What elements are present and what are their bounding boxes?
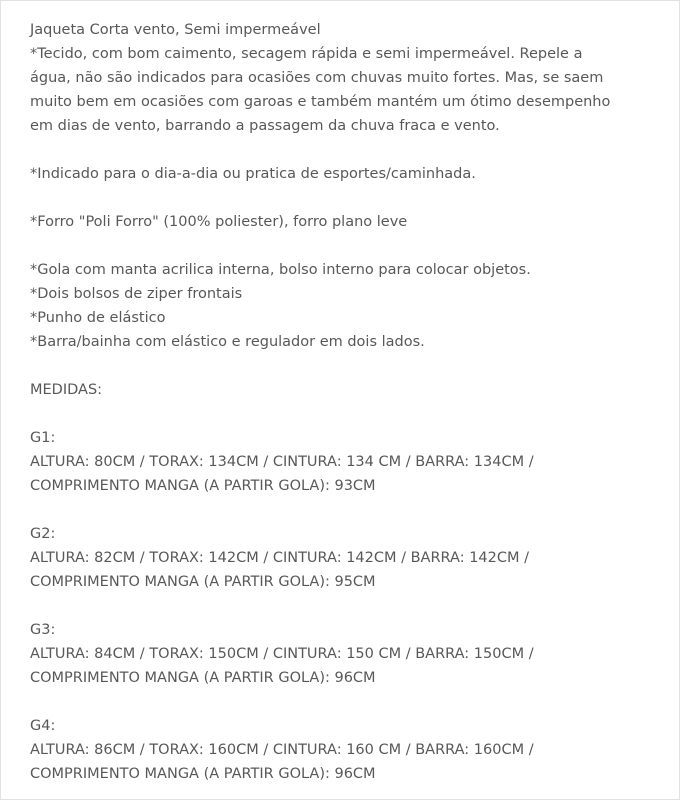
- intro-line: muito bem em ocasiões com garoas e também mantém um ótimo desempenho: [30, 94, 611, 110]
- size-sleeve: COMPRIMENTO MANGA (A PARTIR GOLA): 96CM: [30, 766, 376, 782]
- size-sleeve: COMPRIMENTO MANGA (A PARTIR GOLA): 93CM: [30, 478, 376, 494]
- feature-line: *Gola com manta acrilica interna, bolso interno para colocar objetos.: [30, 262, 531, 278]
- spacer: [30, 234, 670, 258]
- intro-line: em dias de vento, barrando a passagem da chuva fraca e vento.: [30, 118, 500, 134]
- feature-line: *Barra/bainha com elástico e regulador em dois lados.: [30, 334, 425, 350]
- intro-line: *Tecido, com bom caimento, secagem rápida e semi impermeável. Repele a: [30, 46, 583, 62]
- feature-line: *Dois bolsos de ziper frontais: [30, 286, 243, 302]
- size-label: G1:: [30, 430, 56, 446]
- size-measures: ALTURA: 80CM / TORAX: 134CM / CINTURA: 134 CM / BARRA: 134CM /: [30, 454, 534, 470]
- size-sleeve: COMPRIMENTO MANGA (A PARTIR GOLA): 96CM: [30, 670, 376, 686]
- spacer: [30, 594, 670, 618]
- intro-line: água, não são indicados para ocasiões com chuvas muito fortes. Mas, se saem: [30, 70, 604, 86]
- size-label: G4:: [30, 718, 56, 734]
- product-title: Jaqueta Corta vento, Semi impermeável: [30, 22, 321, 38]
- measurements-heading: MEDIDAS:: [30, 382, 103, 398]
- usage-line: *Indicado para o dia-a-dia ou pratica de esportes/caminhada.: [30, 166, 476, 182]
- feature-line: *Punho de elástico: [30, 310, 166, 326]
- product-description: [30, 18, 670, 786]
- spacer: [30, 354, 670, 378]
- spacer: [30, 402, 670, 426]
- spacer: [30, 138, 670, 162]
- size-sleeve: COMPRIMENTO MANGA (A PARTIR GOLA): 95CM: [30, 574, 376, 590]
- size-measures: ALTURA: 86CM / TORAX: 160CM / CINTURA: 160 CM / BARRA: 160CM /: [30, 742, 534, 758]
- lining-line: *Forro "Poli Forro" (100% poliester), forro plano leve: [30, 214, 408, 230]
- size-measures: ALTURA: 82CM / TORAX: 142CM / CINTURA: 142CM / BARRA: 142CM /: [30, 550, 529, 566]
- size-measures: ALTURA: 84CM / TORAX: 150CM / CINTURA: 150 CM / BARRA: 150CM /: [30, 646, 534, 662]
- size-label: G2:: [30, 526, 56, 542]
- spacer: [30, 690, 670, 714]
- size-label: G3:: [30, 622, 56, 638]
- spacer: [30, 186, 670, 210]
- spacer: [30, 498, 670, 522]
